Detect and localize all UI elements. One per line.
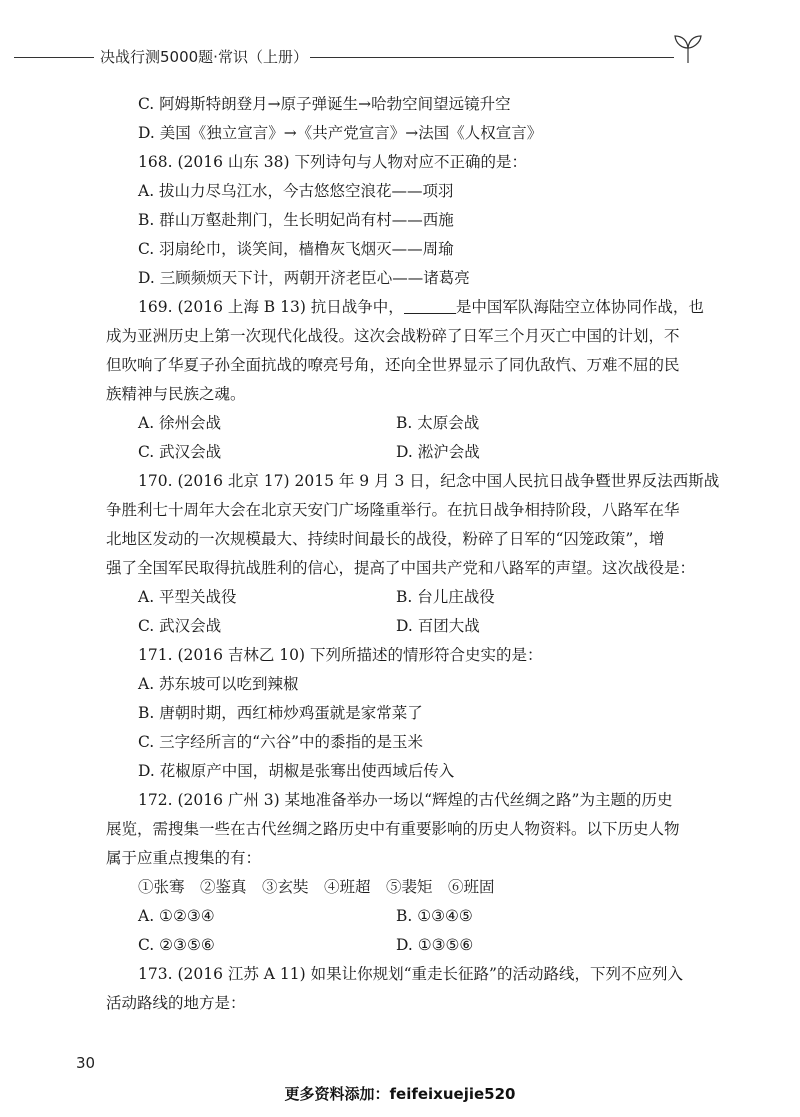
question-170-stem-line-4: 强了全国军民取得抗战胜利的信心，提高了中国共产党和八路军的声望。这次战役是： — [106, 559, 696, 577]
question-169-stem-start: 169. (2016 上海 B 13) 抗日战争中， — [138, 298, 404, 316]
question-173-stem-line-2: 活动路线的地方是： — [106, 994, 246, 1012]
question-170-option-c: C. 武汉会战 — [138, 617, 222, 635]
question-171-option-b: B. 唐朝时期，西红柿炒鸡蛋就是家常菜了 — [138, 704, 423, 722]
sprout-icon — [672, 30, 704, 64]
question-170-option-a: A. 平型关战役 — [138, 588, 237, 606]
question-172-stem-line-3: 属于应重点搜集的有： — [106, 849, 262, 867]
question-169-stem-line-3: 但吹响了华夏子孙全面抗战的嘹亮号角，还向全世界显示了同仇敌忾、万难不屈的民 — [106, 356, 680, 374]
question-171-stem: 171. (2016 吉林乙 10) 下列所描述的情形符合史实的是： — [138, 646, 543, 664]
question-172-items: ①张骞 ②鉴真 ③玄奘 ④班超 ⑤裴矩 ⑥班固 — [138, 878, 495, 896]
question-172-option-c: C. ②③⑤⑥ — [138, 936, 215, 954]
question-169-option-a: A. 徐州会战 — [138, 414, 222, 432]
question-170-stem-line-1: 170. (2016 北京 17) 2015 年 9 月 3 日，纪念中国人民抗日战争暨世界反法西斯战 — [138, 472, 720, 490]
page-number: 30 — [76, 1054, 96, 1072]
question-168-option-b: B. 群山万壑赴荆门，生长明妃尚有村——西施 — [138, 211, 454, 229]
question-172-stem-line-1: 172. (2016 广州 3) 某地准备举办一场以“辉煌的古代丝绸之路”为主题的历史 — [138, 791, 673, 809]
header-rule-right — [310, 57, 674, 58]
question-169-stem-first — [106, 293, 704, 322]
question-172-option-d: D. ①③⑤⑥ — [396, 936, 474, 954]
question-170-stem-line-3: 北地区发动的一次规模最大、持续时间最长的战役，粉碎了日军的“囚笼政策”，增 — [106, 530, 665, 548]
question-169-options-row-2 — [138, 438, 700, 467]
question-171-option-d: D. 花椒原产中国，胡椒是张骞出使西域后传入 — [138, 762, 455, 780]
page-body — [106, 90, 720, 1018]
question-169-stem-line-2: 成为亚洲历史上第一次现代化战役。这次会战粉碎了日军三个月灭亡中国的计划，不 — [106, 327, 680, 345]
option-c-prev: C. 阿姆斯特朗登月→原子弹诞生→哈勃空间望远镜升空 — [138, 95, 511, 113]
question-169-stem-end: 是中国军队海陆空立体协同作战，也 — [455, 298, 704, 316]
footer-contact: 更多资料添加：feifeixuejie520 — [284, 1085, 516, 1103]
option-d-prev: D. 美国《独立宣言》→《共产党宣言》→法国《人权宣言》 — [138, 124, 543, 142]
question-170-options-row-1 — [138, 583, 700, 612]
answer-blank — [404, 297, 456, 314]
question-169-stem-line-4: 族精神与民族之魂。 — [106, 385, 246, 403]
question-172-options-row-1 — [138, 902, 700, 931]
question-173-stem-line-1: 173. (2016 江苏 A 11) 如果让你规划“重走长征路”的活动路线，下列不应列入 — [138, 965, 683, 983]
question-168-option-d: D. 三顾频烦天下计，两朝开济老臣心——诸葛亮 — [138, 269, 470, 287]
question-169-option-c: C. 武汉会战 — [138, 443, 222, 461]
question-171-option-c: C. 三字经所言的“六谷”中的黍指的是玉米 — [138, 733, 424, 751]
question-168-option-a: A. 拔山力尽乌江水，今古悠悠空浪花——项羽 — [138, 182, 454, 200]
question-169-option-b: B. 太原会战 — [396, 414, 480, 432]
question-170-option-d: D. 百团大战 — [396, 617, 480, 635]
question-170-options-row-2 — [138, 612, 700, 641]
question-168-option-c: C. 羽扇纶巾，谈笑间，樯橹灰飞烟灭——周瑜 — [138, 240, 454, 258]
question-172-options-row-2 — [138, 931, 700, 960]
question-172-stem-line-2: 展览，需搜集一些在古代丝绸之路历史中有重要影响的历史人物资料。以下历史人物 — [106, 820, 680, 838]
header-rule-left — [14, 57, 94, 58]
question-172-option-b: B. ①③④⑤ — [396, 907, 473, 925]
question-169-options-row-1 — [138, 409, 700, 438]
question-168-stem: 168. (2016 山东 38) 下列诗句与人物对应不正确的是： — [138, 153, 527, 171]
running-header — [0, 44, 800, 68]
question-170-option-b: B. 台儿庄战役 — [396, 588, 495, 606]
question-169-option-d: D. 淞沪会战 — [396, 443, 480, 461]
question-172-option-a: A. ①②③④ — [138, 907, 215, 925]
header-title: 决战行测5000题·常识（上册） — [100, 48, 308, 66]
question-170-stem-line-2: 争胜利七十周年大会在北京天安门广场隆重举行。在抗日战争相持阶段，八路军在华 — [106, 501, 680, 519]
question-171-option-a: A. 苏东坡可以吃到辣椒 — [138, 675, 299, 693]
